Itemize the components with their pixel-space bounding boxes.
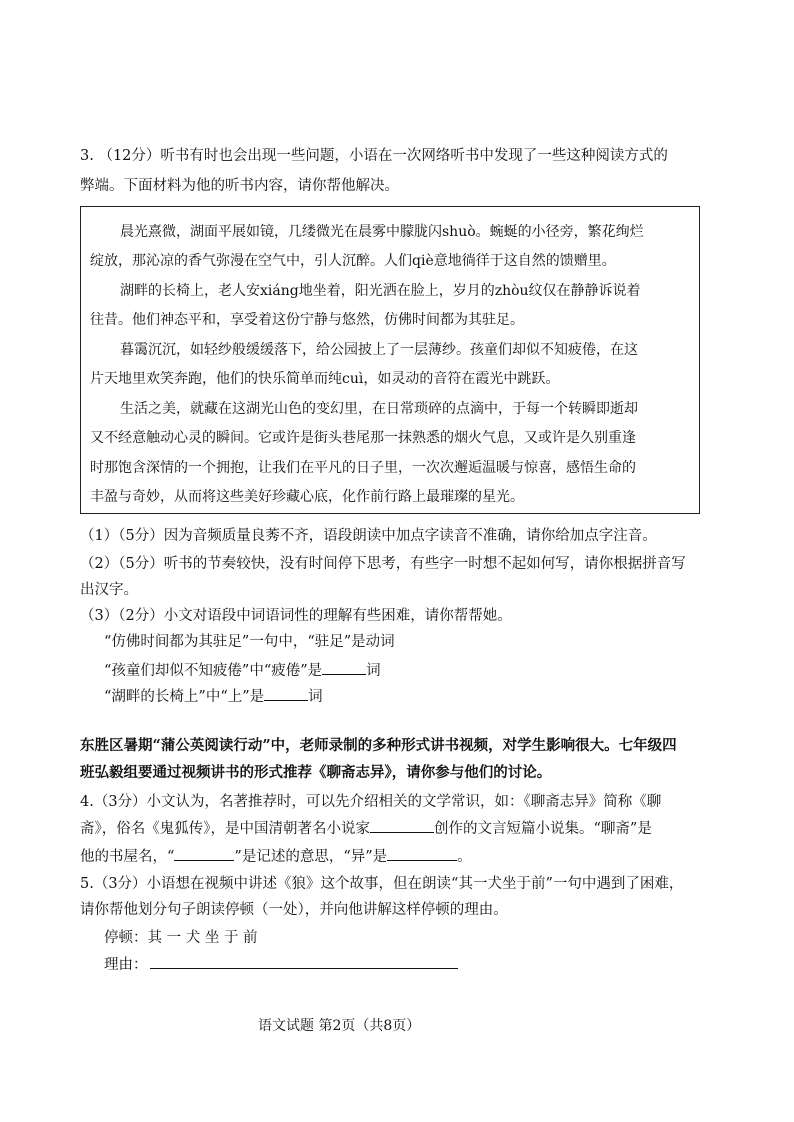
passage-p1-l1: 晨光熹微，湖面平展如镜，几缕微光在晨雾中朦胧闪shuò。蜿蜒的小径旁，繁花绚烂 xyxy=(120,224,644,240)
passage-p2-l2: 往昔。他们神态平和，享受着这份宁静与悠然，仿佛时间都为其驻足。 xyxy=(90,312,524,328)
sub-q3-example: “仿佛时间都为其驻足”一句中，“驻足”是动词 xyxy=(104,634,395,650)
answer-blank[interactable] xyxy=(370,818,434,833)
sub-q2-l1: （2）（5分）听书的节奏较快，没有时间停下思考，有些字一时想不起如何写，请你根据拼音写 xyxy=(80,556,686,572)
q5-line2: 请你帮他划分句子朗读停顿（一处），并向他讲解这样停顿的理由。 xyxy=(80,902,508,918)
passage-p4-l1: 生活之美，就藏在这湖光山色的变幻里，在日常琐碎的点滴中，于每一个转瞬即逝却 xyxy=(120,401,638,417)
answer-blank[interactable] xyxy=(322,660,366,675)
q3-line2: 弊端。下面材料为他的听书内容，请你帮他解决。 xyxy=(80,178,399,194)
intro-line2: 班弘毅组要通过视频讲书的形式推荐《聊斋志异》，请你参与他们的讨论。 xyxy=(80,764,552,781)
q4-line2-suffix: 创作的文言短篇小说集。“聊斋”是 xyxy=(434,821,652,837)
passage-p2-l1: 湖畔的长椅上，老人安xiáng地坐着，阳光洒在脸上，岁月的zhòu纹仅在静静诉说着 xyxy=(120,283,641,299)
q4-line3 xyxy=(80,846,472,867)
passage-p3-l2: 片天地里欢笑奔跑，他们的快乐简单而纯cuì，如灵动的音符在霞光中跳跃。 xyxy=(90,371,560,387)
intro-line1: 东胜区暑期“蒲公英阅读行动”中，老师录制的多种形式讲书视频，对学生影响很大。七年级四 xyxy=(80,737,677,754)
q3-line1: 3. （12分）听书有时也会出现一些问题，小语在一次网络听书中发现了一些这种阅读方式的 xyxy=(80,148,668,164)
answer-blank[interactable] xyxy=(264,686,308,701)
q4-line3-a: 他的书屋名，“ xyxy=(80,849,175,865)
sub-q3-b xyxy=(104,660,381,681)
pause-text: 其 一 犬 坐 于 前 xyxy=(147,930,258,946)
q4-line2 xyxy=(80,818,652,839)
sub-q3-c-prefix: “湖畔的长椅上”中“上”是 xyxy=(104,689,265,705)
passage-p1-l2: 绽放，那沁凉的香气弥漫在空气中，引人沉醉。人们qiè意地徜徉于这自然的馈赠里。 xyxy=(90,253,616,269)
sub-q1: （1）（5分）因为音频质量良莠不齐，语段朗读中加点字读音不准确，请你给加点字注音。 xyxy=(80,528,657,544)
passage-p3-l1: 暮霭沉沉，如轻纱般缓缓落下，给公园披上了一层薄纱。孩童们却似不知疲倦，在这 xyxy=(120,342,638,358)
sub-q3-c xyxy=(104,686,323,707)
reason-answer-line[interactable] xyxy=(150,968,458,969)
q5-reason-label: 理由： xyxy=(104,957,148,973)
sub-q3-c-suffix: 词 xyxy=(308,689,323,705)
page-footer: 语文试题 第2页（共8页） xyxy=(258,1018,421,1034)
answer-blank[interactable] xyxy=(174,846,234,861)
q4-line3-c: 。 xyxy=(457,849,472,865)
pause-label: 停顿： xyxy=(104,930,148,946)
q4-line3-b: ”是记述的意思，“异”是 xyxy=(234,849,388,865)
sub-q3-b-prefix: “孩童们却似不知疲倦”中“疲倦”是 xyxy=(104,663,323,679)
q5-line1: 5.（3分）小语想在视频中讲述《狼》这个故事，但在朗读“其一犬坐于前”一句中遇到了困难， xyxy=(80,876,684,892)
q5-pause xyxy=(104,928,258,948)
sub-q3: （3）（2分）小文对语段中词语词性的理解有些困难，请你帮帮她。 xyxy=(80,608,512,624)
q4-line1: 4.（3分）小文认为，名著推荐时，可以先介绍相关的文学常识，如：《聊斋志异》简称《聊 xyxy=(80,794,662,810)
sub-q2-l2: 出汉字。 xyxy=(80,582,138,598)
q4-line2-prefix: 斋》，俗名《鬼狐传》，是中国清朝著名小说家 xyxy=(80,821,370,837)
answer-blank[interactable] xyxy=(387,846,457,861)
passage-p4-l4: 丰盈与奇妙，从而将这些美好珍藏心底，化作前行路上最璀璨的星光。 xyxy=(90,489,524,505)
sub-q3-b-suffix: 词 xyxy=(366,663,381,679)
passage-p4-l3: 时那饱含深情的一个拥抱，让我们在平凡的日子里，一次次邂逅温暖与惊喜，感悟生命的 xyxy=(90,460,636,476)
passage-p4-l2: 又不经意触动心灵的瞬间。它或许是街头巷尾那一抹熟悉的烟火气息，又或许是久别重逢 xyxy=(90,430,636,446)
